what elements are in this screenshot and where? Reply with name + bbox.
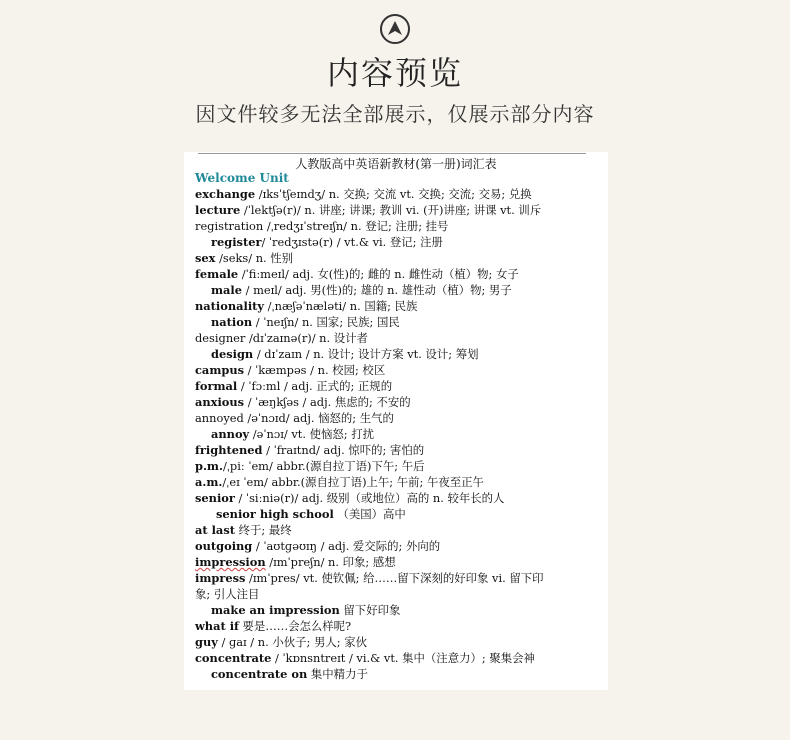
list-item: formal / ˈfɔːml / adj. 正式的; 正规的: [195, 379, 393, 393]
list-item: frightened / ˈfraɪtnd/ adj. 惊吓的; 害怕的: [195, 443, 425, 457]
list-item: nation / ˈneɪʃn/ n. 国家; 民族; 国民: [211, 315, 400, 329]
list-item: concentrate on 集中精力于: [211, 667, 368, 681]
list-item: senior / ˈsiːniə(r)/ adj. 级别（或地位）高的 n. 较年长的人: [195, 491, 505, 505]
list-item: impress /ɪmˈpres/ vt. 使钦佩; 给……留下深刻的好印象 vi. 留下印: [195, 571, 544, 585]
list-item: senior high school （美国）高中: [216, 507, 406, 521]
document-title: 人教版高中英语新教材(第一册)词汇表: [295, 157, 497, 171]
list-item: 象; 引人注目: [195, 587, 260, 601]
unit-heading: Welcome Unit: [195, 171, 289, 185]
document-preview: [184, 152, 608, 690]
list-item: concentrate / ˈkɒnsntreɪt / vi.& vt. 集中（注意力）; 聚集会神: [195, 651, 535, 665]
list-item: annoy /əˈnɔɪ/ vt. 使恼怒; 打扰: [211, 427, 374, 441]
list-item: anxious / ˈæŋkʃəs / adj. 焦虑的; 不安的: [195, 395, 411, 409]
page-subtitle: 因文件较多无法全部展示，仅展示部分内容: [195, 102, 595, 126]
list-item: p.m./ˌpiː ˈem/ abbr.(源自拉丁语)下午; 午后: [195, 459, 425, 473]
list-item: campus / ˈkæmpəs / n. 校园; 校区: [195, 363, 386, 377]
list-item: make an impression 留下好印象: [211, 603, 401, 617]
page-title: 内容预览: [326, 54, 463, 92]
list-item: designer /dɪˈzaɪnə(r)/ n. 设计者: [195, 331, 368, 345]
list-item: a.m./ˌeɪ ˈem/ abbr.(源自拉丁语)上午; 午前; 午夜至正午: [195, 475, 484, 489]
list-item: at last 终于; 最终: [195, 523, 292, 537]
list-item: guy / ɡaɪ / n. 小伙子; 男人; 家伙: [195, 635, 367, 649]
list-item: what if 要是……会怎么样呢?: [195, 619, 352, 633]
header: [0, 0, 790, 150]
list-item: annoyed /əˈnɔɪd/ adj. 恼怒的; 生气的: [195, 411, 394, 425]
list-item: outgoing / ˈaʊtɡəʊɪŋ / adj. 爱交际的; 外向的: [195, 539, 441, 553]
list-item: male / meɪl/ adj. 男(性)的; 雄的 n. 雄性动（植）物; 男子: [211, 283, 512, 297]
list-item: registration /ˌredʒɪˈstreɪʃn/ n. 登记; 注册; 挂号: [195, 219, 449, 233]
list-item: female /ˈfiːmeɪl/ adj. 女(性)的; 雌的 n. 雌性动（植）物; 女子: [195, 267, 519, 281]
list-item: sex /seks/ n. 性别: [195, 251, 294, 265]
list-item: lecture /ˈlektʃə(r)/ n. 讲座; 讲课; 教训 vi. (开)讲座; 讲课 vt. 训斥: [195, 203, 542, 217]
chevron-up-circle-icon: [380, 14, 410, 44]
list-item: impression /ɪmˈpreʃn/ n. 印象; 感想: [195, 555, 396, 569]
list-item: design / dɪˈzaɪn / n. 设计; 设计方案 vt. 设计; 筹划: [211, 347, 479, 361]
list-item: nationality /ˌnæʃəˈnæləti/ n. 国籍; 民族: [195, 299, 418, 313]
list-item: register/ ˈredʒɪstə(r) / vt.& vi. 登记; 注册: [211, 235, 443, 249]
divider: [198, 153, 586, 154]
list-item: exchange /ɪksˈtʃeɪndʒ/ n. 交换; 交流 vt. 交换; 交流; 交易; 兑换: [195, 187, 532, 201]
